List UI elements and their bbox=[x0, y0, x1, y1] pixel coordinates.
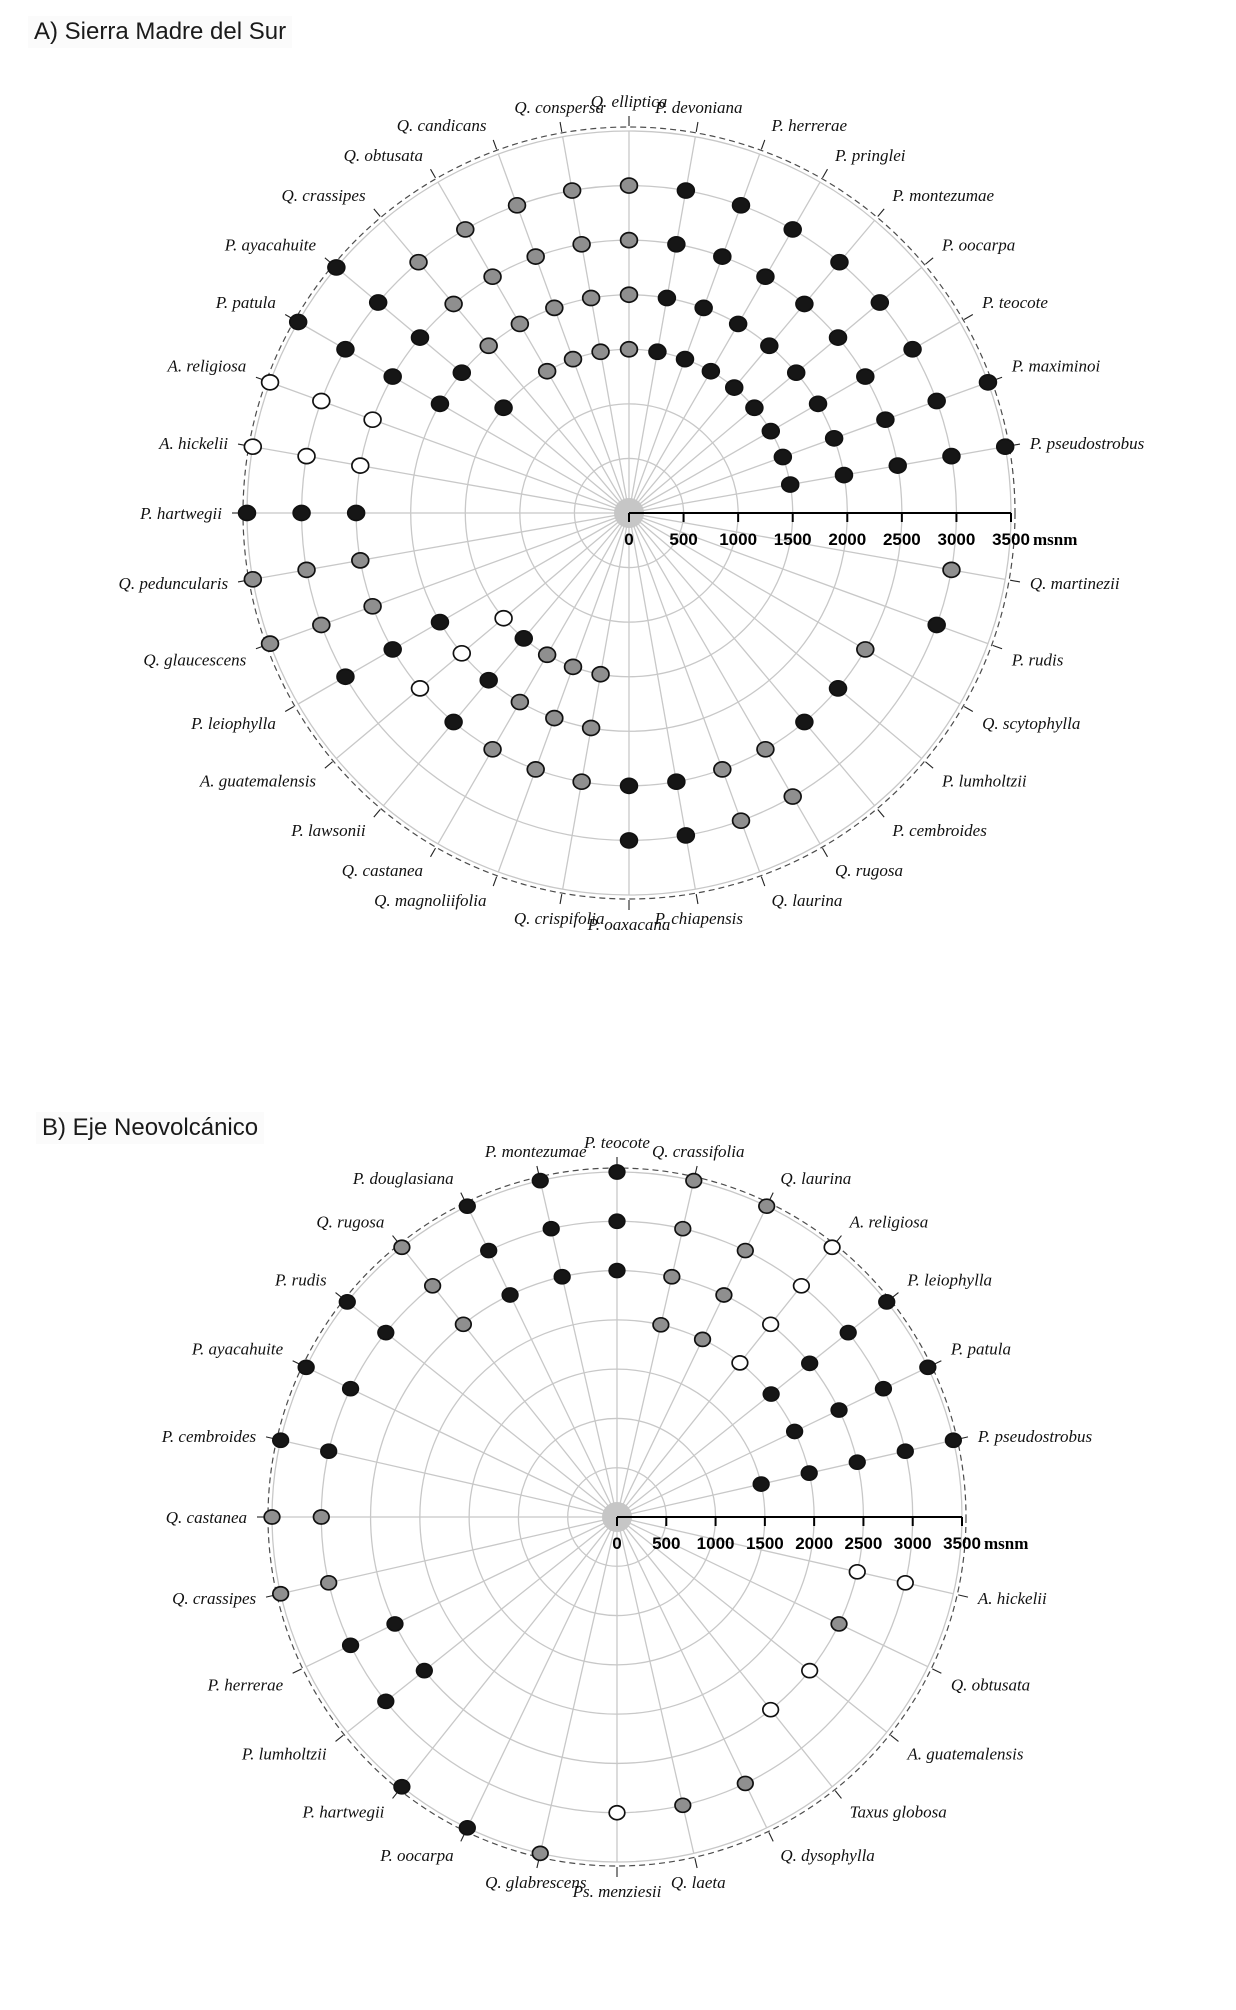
elevation-dot bbox=[668, 237, 685, 252]
elevation-dot bbox=[394, 1240, 410, 1254]
elevation-dot bbox=[664, 1270, 680, 1284]
elevation-dot bbox=[716, 1288, 732, 1302]
elevation-dot bbox=[293, 506, 310, 521]
elevation-dot bbox=[621, 778, 638, 793]
species-label: Q. crassifolia bbox=[651, 1142, 745, 1162]
species-label: Q. crassipes bbox=[172, 1589, 257, 1609]
elevation-dot bbox=[609, 1165, 625, 1179]
elevation-dot bbox=[836, 468, 853, 483]
species-leader-tick bbox=[823, 848, 828, 857]
elevation-dot bbox=[746, 400, 763, 415]
elevation-dot bbox=[733, 813, 750, 828]
spoke-line bbox=[629, 513, 875, 806]
elevation-dot bbox=[539, 364, 556, 379]
elevation-dot bbox=[802, 1664, 818, 1678]
elevation-dot bbox=[762, 424, 779, 439]
species-leader-tick bbox=[374, 209, 380, 217]
elevation-dot bbox=[321, 1444, 337, 1458]
axis-tick-label: 2000 bbox=[795, 1534, 834, 1553]
species-label: A. guatemalensis bbox=[199, 771, 317, 791]
elevation-dot bbox=[677, 183, 694, 198]
species-leader-tick bbox=[293, 1669, 302, 1673]
species-leader-tick bbox=[823, 169, 828, 178]
elevation-dot bbox=[738, 1244, 754, 1258]
elevation-dot bbox=[695, 300, 712, 315]
elevation-dot bbox=[273, 1433, 289, 1447]
species-label: P. lumholtzii bbox=[941, 771, 1027, 791]
species-label: P. oocarpa bbox=[941, 235, 1016, 255]
elevation-dot bbox=[328, 260, 345, 275]
elevation-dot bbox=[564, 183, 581, 198]
elevation-dot bbox=[410, 255, 427, 270]
elevation-dot bbox=[532, 1846, 548, 1860]
elevation-dot bbox=[826, 431, 843, 446]
species-label: P. leiophylla bbox=[907, 1270, 993, 1290]
elevation-dot bbox=[495, 400, 512, 415]
elevation-dot bbox=[784, 222, 801, 237]
elevation-dot bbox=[796, 715, 813, 730]
elevation-dot bbox=[757, 269, 774, 284]
elevation-dot bbox=[543, 1222, 559, 1236]
elevation-dot bbox=[849, 1565, 865, 1579]
axis-tick-label: 3000 bbox=[893, 1534, 932, 1553]
elevation-dot bbox=[573, 774, 590, 789]
elevation-dot bbox=[621, 833, 638, 848]
elevation-dot bbox=[539, 647, 556, 662]
species-label: Q. castanea bbox=[341, 861, 423, 881]
elevation-dot bbox=[453, 365, 470, 380]
species-label: P. leiophylla bbox=[191, 714, 276, 733]
elevation-dot bbox=[313, 1510, 329, 1524]
elevation-dot bbox=[445, 715, 462, 730]
species-leader-tick bbox=[964, 315, 973, 320]
elevation-dot bbox=[457, 222, 474, 237]
elevation-dot bbox=[801, 1466, 817, 1480]
species-label: Q. scytophylla bbox=[982, 714, 1081, 733]
elevation-dot bbox=[831, 255, 848, 270]
elevation-dot bbox=[321, 1576, 337, 1590]
elevation-dot bbox=[759, 1199, 775, 1213]
species-leader-tick bbox=[493, 877, 496, 886]
elevation-dot bbox=[898, 1576, 914, 1590]
species-leader-tick bbox=[285, 707, 294, 712]
species-label: P. pseudostrobus bbox=[977, 1426, 1093, 1446]
elevation-dot bbox=[432, 615, 449, 630]
species-label: P. pseudostrobus bbox=[1029, 434, 1145, 454]
species-leader-tick bbox=[835, 1791, 841, 1799]
elevation-dot bbox=[387, 1617, 403, 1631]
species-label: Q. obtusata bbox=[950, 1675, 1031, 1695]
elevation-dot bbox=[592, 667, 609, 682]
elevation-dot bbox=[695, 1332, 711, 1346]
elevation-dot bbox=[262, 636, 279, 651]
species-leader-tick bbox=[925, 762, 933, 768]
spoke-line bbox=[402, 1517, 617, 1787]
elevation-dot bbox=[445, 296, 462, 311]
elevation-dot bbox=[796, 296, 813, 311]
species-label: P. hartwegii bbox=[302, 1802, 385, 1822]
elevation-dot bbox=[453, 646, 470, 661]
species-label: A. guatemalensis bbox=[907, 1744, 1024, 1764]
species-label: Q. crassipes bbox=[281, 186, 366, 206]
elevation-dot bbox=[378, 1694, 394, 1708]
elevation-dot bbox=[298, 562, 315, 577]
species-label: P. pringlei bbox=[835, 145, 906, 165]
elevation-dot bbox=[621, 178, 638, 193]
spoke-line bbox=[383, 513, 629, 806]
axis-tick-label: 2000 bbox=[828, 530, 867, 549]
elevation-dot bbox=[871, 295, 888, 310]
species-label: P. rudis bbox=[1011, 650, 1064, 670]
elevation-dot bbox=[425, 1279, 441, 1293]
axis-tick-label: 500 bbox=[652, 1534, 681, 1553]
panel-b-title: B) Eje Neovolcánico bbox=[36, 1112, 264, 1144]
elevation-dot bbox=[546, 711, 563, 726]
species-label: Q. laeta bbox=[670, 1872, 726, 1892]
elevation-dot bbox=[824, 1240, 840, 1254]
species-label: P. ayacahuite bbox=[191, 1339, 284, 1359]
elevation-dot bbox=[417, 1664, 433, 1678]
axis-tick-label: 2500 bbox=[844, 1534, 883, 1553]
species-leader-tick bbox=[560, 894, 562, 904]
species-leader-tick bbox=[761, 877, 764, 886]
elevation-dot bbox=[565, 659, 582, 674]
species-label: Taxus globosa bbox=[849, 1802, 947, 1822]
spoke-line bbox=[629, 513, 922, 759]
elevation-dot bbox=[889, 458, 906, 473]
elevation-dot bbox=[928, 617, 945, 632]
elevation-dot bbox=[675, 1222, 691, 1236]
species-leader-tick bbox=[878, 809, 884, 817]
elevation-dot bbox=[677, 352, 694, 367]
species-label: A. religiosa bbox=[849, 1212, 929, 1232]
species-leader-tick bbox=[958, 1595, 968, 1597]
elevation-dot bbox=[527, 762, 544, 777]
elevation-dot bbox=[244, 572, 261, 587]
species-leader-tick bbox=[696, 894, 698, 904]
elevation-dot bbox=[495, 611, 512, 626]
species-leader-tick bbox=[925, 258, 933, 264]
elevation-dot bbox=[714, 762, 731, 777]
elevation-dot bbox=[787, 1424, 803, 1438]
elevation-dot bbox=[928, 394, 945, 409]
species-label: Q. laurina bbox=[771, 890, 843, 910]
species-leader-tick bbox=[325, 762, 333, 768]
axis-tick-label: 3500 bbox=[992, 530, 1030, 549]
species-label: Q. crispifolia bbox=[513, 908, 605, 928]
elevation-dot bbox=[352, 553, 369, 568]
elevation-dot bbox=[763, 1317, 779, 1331]
elevation-dot bbox=[733, 198, 750, 213]
elevation-dot bbox=[339, 1295, 355, 1309]
elevation-dot bbox=[378, 1326, 394, 1340]
elevation-dot bbox=[290, 315, 307, 330]
elevation-dot bbox=[573, 237, 590, 252]
elevation-dot bbox=[753, 1477, 769, 1491]
elevation-dot bbox=[763, 1703, 779, 1717]
elevation-dot bbox=[370, 295, 387, 310]
elevation-dot bbox=[583, 720, 600, 735]
species-label: Ps. menziesii bbox=[572, 1882, 662, 1901]
species-label: P. lawsonii bbox=[291, 820, 366, 840]
elevation-dot bbox=[609, 1264, 625, 1278]
elevation-dot bbox=[481, 1244, 497, 1258]
elevation-dot bbox=[337, 669, 354, 684]
elevation-dot bbox=[675, 1798, 691, 1812]
species-leader-tick bbox=[878, 209, 884, 217]
species-label: P. rudis bbox=[274, 1270, 327, 1290]
species-leader-tick bbox=[493, 140, 496, 149]
species-leader-tick bbox=[769, 1832, 773, 1841]
elevation-dot bbox=[554, 1270, 570, 1284]
species-label: Q. elliptica bbox=[590, 92, 668, 111]
elevation-dot bbox=[877, 412, 894, 427]
species-label: Q. castanea bbox=[165, 1508, 247, 1527]
species-label: P. cembroides bbox=[161, 1426, 257, 1446]
species-label: P. teocote bbox=[982, 293, 1048, 312]
elevation-dot bbox=[273, 1587, 289, 1601]
elevation-dot bbox=[394, 1780, 410, 1794]
elevation-dot bbox=[997, 439, 1014, 454]
elevation-dot bbox=[364, 599, 381, 614]
elevation-dot bbox=[532, 1174, 548, 1188]
panel-a bbox=[119, 92, 1145, 934]
elevation-dot bbox=[264, 1510, 280, 1524]
elevation-dot bbox=[298, 1360, 314, 1374]
axis-tick-label: 1500 bbox=[745, 1534, 784, 1553]
species-leader-tick bbox=[431, 169, 436, 178]
elevation-dot bbox=[511, 316, 528, 331]
elevation-dot bbox=[831, 1617, 847, 1631]
elevation-dot bbox=[946, 1433, 962, 1447]
species-leader-tick bbox=[993, 645, 1002, 648]
species-label: Q. dysophylla bbox=[780, 1845, 875, 1865]
axis-unit-label: msnm bbox=[1033, 530, 1078, 549]
elevation-dot bbox=[343, 1638, 359, 1652]
elevation-dot bbox=[621, 287, 638, 302]
species-label: P. ayacahuite bbox=[224, 235, 317, 255]
elevation-dot bbox=[262, 375, 279, 390]
elevation-dot bbox=[337, 342, 354, 357]
species-label: Q. conspersa bbox=[514, 98, 605, 118]
elevation-dot bbox=[830, 681, 847, 696]
elevation-dot bbox=[686, 1174, 702, 1188]
elevation-dot bbox=[788, 365, 805, 380]
elevation-dot bbox=[794, 1279, 810, 1293]
elevation-dot bbox=[384, 369, 401, 384]
species-label: P. lumholtzii bbox=[241, 1744, 327, 1764]
elevation-dot bbox=[726, 380, 743, 395]
elevation-dot bbox=[732, 1356, 748, 1370]
elevation-dot bbox=[757, 742, 774, 757]
elevation-dot bbox=[761, 338, 778, 353]
species-label: Q. candicans bbox=[396, 116, 487, 136]
elevation-dot bbox=[649, 344, 666, 359]
elevation-dot bbox=[546, 300, 563, 315]
axis-unit-label: msnm bbox=[984, 1534, 1029, 1553]
elevation-dot bbox=[412, 330, 429, 345]
elevation-dot bbox=[943, 562, 960, 577]
elevation-dot bbox=[876, 1382, 892, 1396]
species-label: Q. glaucescens bbox=[143, 650, 247, 670]
elevation-dot bbox=[621, 342, 638, 357]
elevation-dot bbox=[763, 1387, 779, 1401]
elevation-dot bbox=[857, 642, 874, 657]
species-leader-tick bbox=[695, 1858, 697, 1868]
elevation-dot bbox=[313, 617, 330, 632]
elevation-dot bbox=[857, 369, 874, 384]
elevation-dot bbox=[456, 1317, 472, 1331]
elevation-dot bbox=[609, 1806, 625, 1820]
species-leader-tick bbox=[336, 1735, 344, 1741]
species-leader-tick bbox=[761, 140, 764, 149]
species-label: P. oaxacana bbox=[587, 915, 671, 934]
elevation-dot bbox=[313, 394, 330, 409]
elevation-dot bbox=[527, 249, 544, 264]
elevation-dot bbox=[343, 1382, 359, 1396]
species-label: Q. rugosa bbox=[835, 861, 904, 881]
elevation-dot bbox=[774, 450, 791, 465]
species-label: Q. martinezii bbox=[1029, 573, 1120, 593]
species-label: P. herrerae bbox=[771, 116, 848, 136]
elevation-dot bbox=[849, 1455, 865, 1469]
panel-a-title: A) Sierra Madre del Sur bbox=[28, 16, 292, 48]
elevation-dot bbox=[802, 1356, 818, 1370]
axis-tick-label: 3000 bbox=[937, 530, 976, 549]
elevation-dot bbox=[364, 412, 381, 427]
elevation-dot bbox=[810, 396, 827, 411]
elevation-dot bbox=[348, 506, 365, 521]
elevation-dot bbox=[565, 352, 582, 367]
elevation-dot bbox=[583, 291, 600, 306]
elevation-dot bbox=[484, 742, 501, 757]
elevation-dot bbox=[677, 828, 694, 843]
species-leader-tick bbox=[560, 122, 562, 132]
elevation-dot bbox=[738, 1776, 754, 1790]
axis-tick-label: 2500 bbox=[882, 530, 921, 549]
elevation-dot bbox=[621, 233, 638, 248]
elevation-dot bbox=[898, 1444, 914, 1458]
species-label: P. patula bbox=[215, 293, 276, 312]
elevation-dot bbox=[502, 1288, 518, 1302]
elevation-dot bbox=[702, 364, 719, 379]
species-label: Q. obtusata bbox=[343, 145, 423, 165]
elevation-dot bbox=[879, 1295, 895, 1309]
species-label: P. herrerae bbox=[207, 1675, 284, 1695]
species-label: P. maximinoi bbox=[1011, 356, 1101, 376]
axis-tick-label: 3500 bbox=[943, 1534, 981, 1553]
elevation-dot bbox=[511, 695, 528, 710]
elevation-dot bbox=[239, 506, 256, 521]
species-label: P. montezumae bbox=[892, 186, 995, 206]
elevation-dot bbox=[384, 642, 401, 657]
species-label: A. religiosa bbox=[167, 356, 247, 376]
species-leader-tick bbox=[891, 1735, 899, 1741]
axis-tick-label: 1000 bbox=[696, 1534, 735, 1553]
species-label: P. chiapensis bbox=[654, 908, 744, 928]
species-label: P. oocarpa bbox=[380, 1845, 454, 1865]
elevation-dot bbox=[714, 249, 731, 264]
species-label: Q. magnoliifolia bbox=[374, 890, 487, 910]
elevation-dot bbox=[943, 449, 960, 464]
axis-tick-label: 1000 bbox=[719, 530, 758, 549]
species-label: P. teocote bbox=[584, 1133, 650, 1152]
elevation-dot bbox=[782, 477, 799, 492]
elevation-dot bbox=[412, 681, 429, 696]
species-label: Q. laurina bbox=[780, 1169, 852, 1189]
species-label: A. hickelii bbox=[977, 1589, 1047, 1609]
axis-tick-label: 0 bbox=[624, 530, 634, 549]
species-label: Q. peduncularis bbox=[118, 573, 229, 593]
spoke-line bbox=[617, 1517, 832, 1787]
species-label: P. devoniana bbox=[655, 98, 743, 118]
elevation-dot bbox=[484, 269, 501, 284]
species-label: A. hickelii bbox=[159, 434, 229, 454]
elevation-dot bbox=[831, 1403, 847, 1417]
elevation-dot bbox=[432, 396, 449, 411]
species-label: P. douglasiana bbox=[352, 1169, 454, 1189]
elevation-dot bbox=[480, 338, 497, 353]
elevation-dot bbox=[980, 375, 997, 390]
elevation-dot bbox=[352, 458, 369, 473]
species-leader-tick bbox=[964, 707, 973, 712]
elevation-dot bbox=[460, 1199, 476, 1213]
species-label: Q. glabrescens bbox=[485, 1872, 587, 1892]
species-leader-tick bbox=[374, 809, 380, 817]
spoke-line bbox=[467, 1517, 617, 1828]
species-leader-tick bbox=[932, 1669, 941, 1673]
species-leader-tick bbox=[431, 848, 436, 857]
species-label: P. hartwegii bbox=[140, 504, 222, 523]
species-leader-tick bbox=[1010, 580, 1020, 582]
species-leader-tick bbox=[696, 122, 698, 132]
elevation-dot bbox=[298, 449, 315, 464]
species-label: Q. rugosa bbox=[316, 1212, 385, 1232]
elevation-dot bbox=[730, 316, 747, 331]
species-label: P. cembroides bbox=[892, 820, 987, 840]
elevation-dot bbox=[659, 291, 676, 306]
elevation-dot bbox=[480, 673, 497, 688]
elevation-dot bbox=[653, 1318, 669, 1332]
spoke-line bbox=[540, 1517, 617, 1853]
elevation-dot bbox=[509, 198, 526, 213]
elevation-dot bbox=[840, 1326, 856, 1340]
panel-b bbox=[161, 1133, 1093, 1901]
elevation-dot bbox=[592, 344, 609, 359]
elevation-dot bbox=[784, 789, 801, 804]
species-label: P. montezumae bbox=[484, 1142, 587, 1162]
elevation-dot bbox=[609, 1214, 625, 1228]
elevation-dot bbox=[460, 1821, 476, 1835]
elevation-dot bbox=[244, 439, 261, 454]
spoke-line bbox=[498, 513, 629, 872]
axis-tick-label: 0 bbox=[612, 1534, 622, 1553]
species-label: P. patula bbox=[950, 1339, 1011, 1359]
elevation-dot bbox=[515, 631, 532, 646]
axis-tick-label: 500 bbox=[669, 530, 698, 549]
elevation-dot bbox=[920, 1360, 936, 1374]
elevation-dot bbox=[904, 342, 921, 357]
elevation-dot bbox=[830, 330, 847, 345]
elevation-dot bbox=[668, 774, 685, 789]
axis-tick-label: 1500 bbox=[773, 530, 812, 549]
